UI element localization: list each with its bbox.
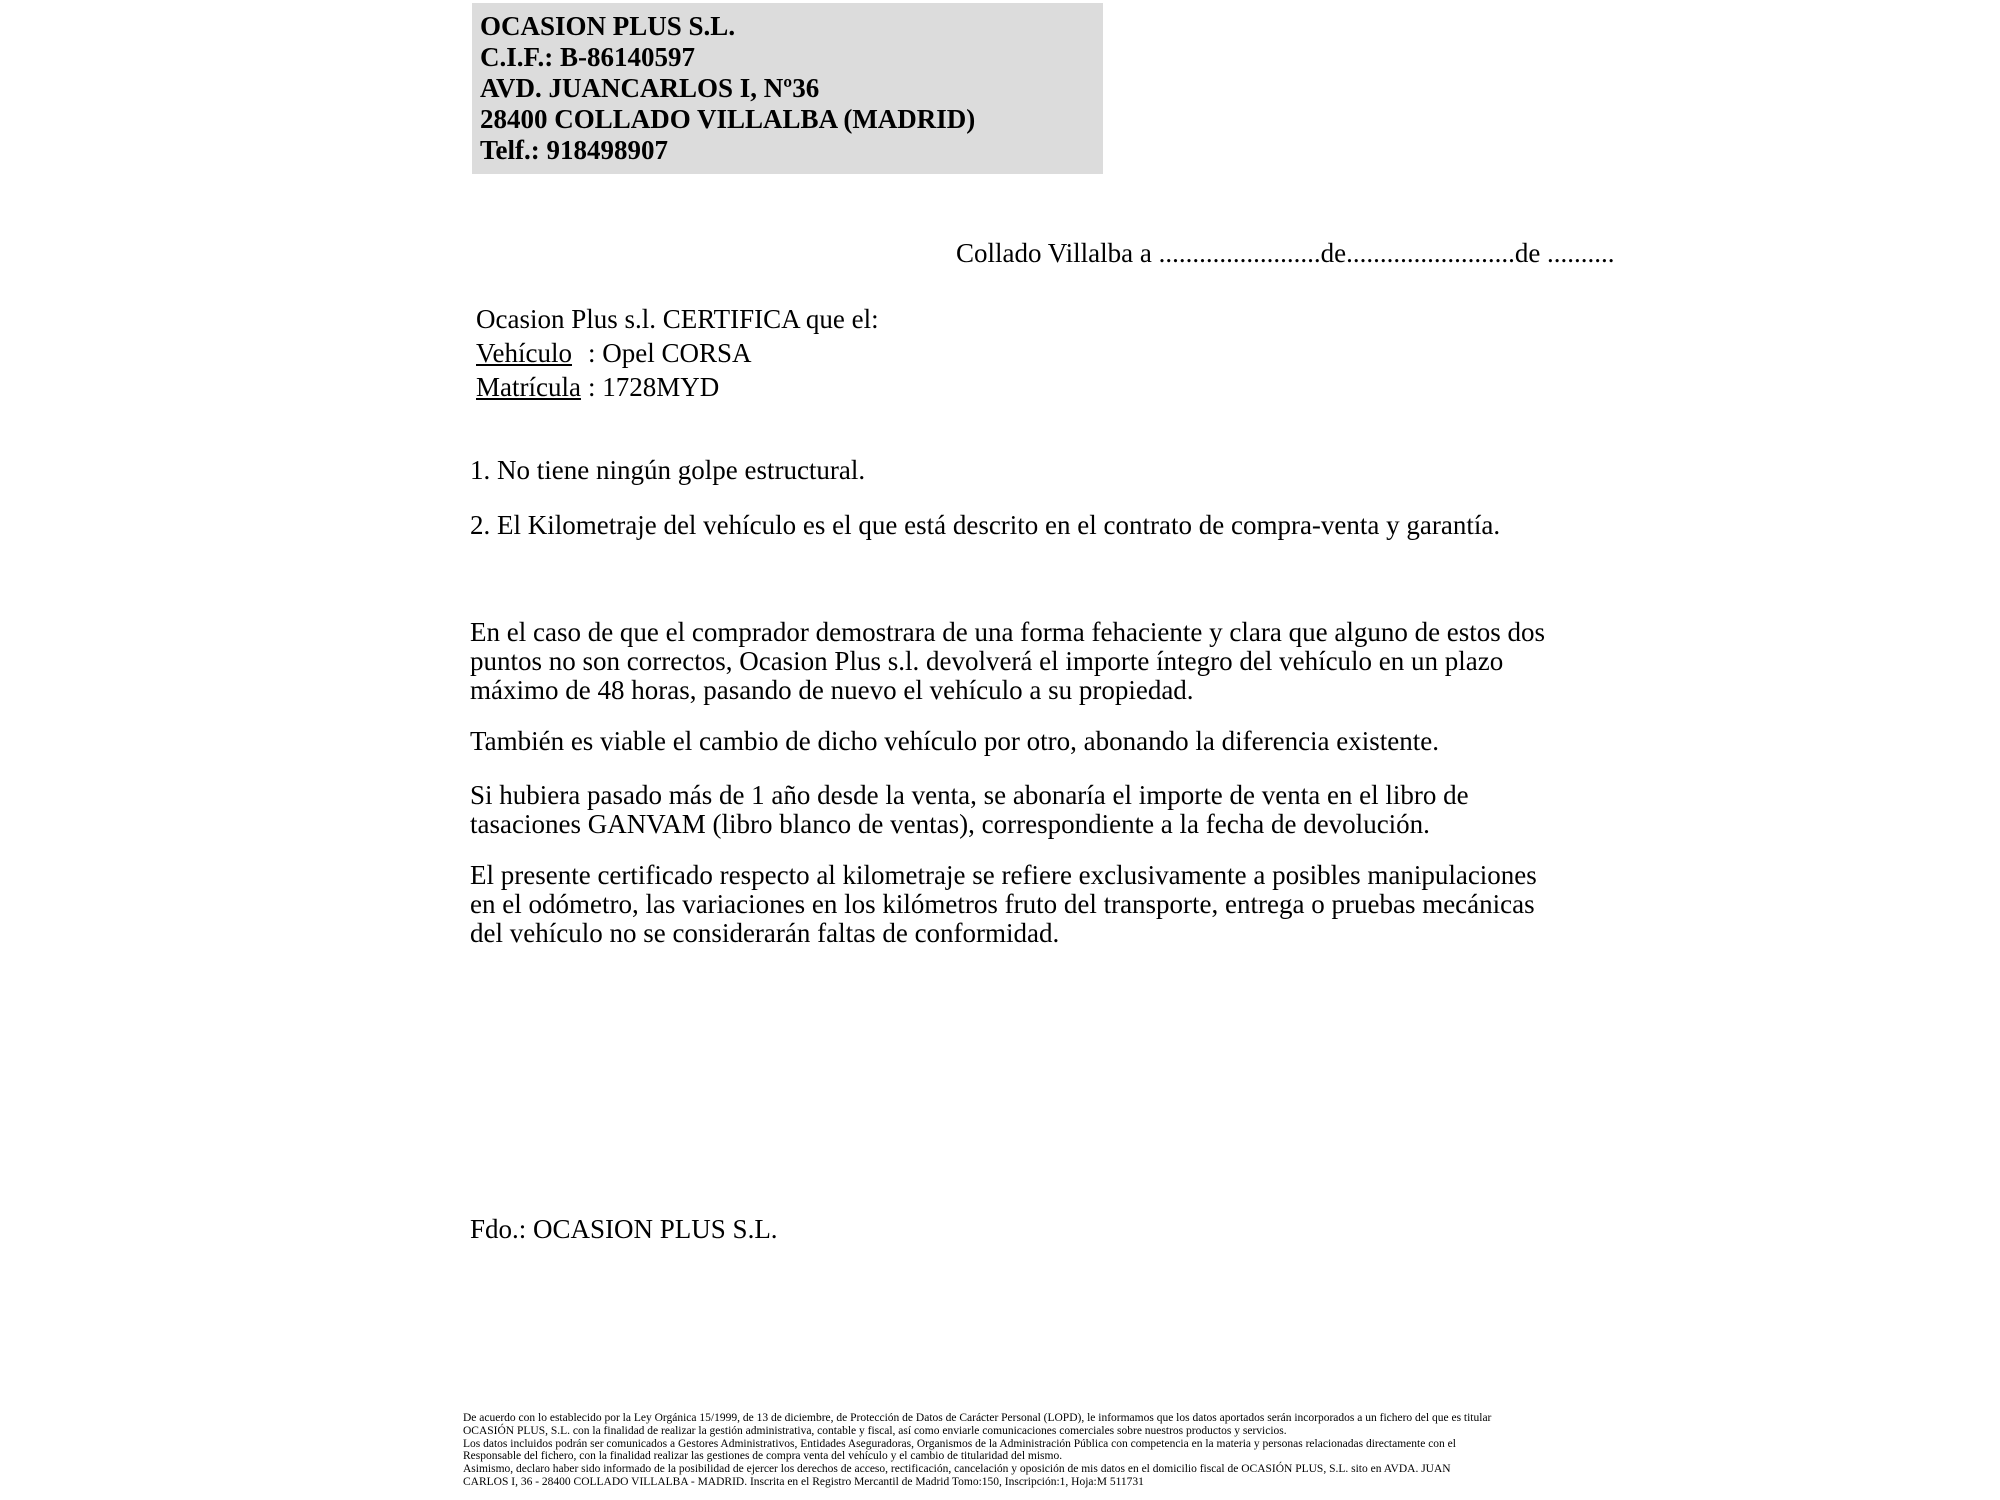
company-header-block — [472, 3, 1103, 174]
company-phone: Telf.: 918498907 — [480, 135, 668, 165]
certificate-intro: Ocasion Plus s.l. CERTIFICA que el: — [476, 304, 879, 334]
legal-line: De acuerdo con lo establecido por la Ley Orgánica 15/1999, de 13 de diciembre, de Protección de Datos de Carácter Personal (LOPD), le informamos que los datos aportados serán incorporados a un fichero del que es titular — [463, 1412, 1492, 1424]
vehicle-value: : Opel CORSA — [588, 338, 752, 368]
paragraph-ganvam: Si hubiera pasado más de 1 año desde la venta, se abonaría el importe de venta en el libro de tasaciones GANVAM (libro blanco de ventas), correspondiente a la fecha de devolución. — [470, 780, 1469, 839]
legal-notice — [463, 1412, 1573, 1489]
plate-field — [476, 370, 879, 404]
paragraph-exchange: También es viable el cambio de dicho vehículo por otro, abonando la diferencia existente. — [470, 726, 1440, 756]
legal-line: Responsable del fichero, con la finalidad realizar las gestiones de compra venta del vehículo y el cambio de titularidad del mismo. — [463, 1450, 1063, 1463]
vehicle-field — [476, 336, 879, 370]
legal-line: OCASIÓN PLUS, S.L. con la finalidad de realizar la gestión administrativa, contable y fiscal, así como enviarle comunicaciones comerciales sobre nuestros productos y servicios. — [463, 1424, 1287, 1437]
plate-label: Matrícula — [476, 372, 581, 402]
legal-line: Los datos incluidos podrán ser comunicados a Gestores Administrativos, Entidades Aseguradoras, Organismos de la Administración Pública con competencia en la materia y personas relacionadas directamente con el — [463, 1437, 1456, 1450]
legal-line: CARLOS I, 36 - 28400 COLLADO VILLALBA - MADRID. Inscrita en el Registro Mercantil de Madrid Tomo:150, Inscripción:1, Hoja:M 511731 — [463, 1475, 1144, 1488]
plate-value: : 1728MYD — [588, 372, 720, 402]
point-1: 1. No tiene ningún golpe estructural. — [470, 455, 866, 485]
vehicle-label: Vehículo — [476, 338, 572, 368]
company-city: 28400 COLLADO VILLALBA (MADRID) — [480, 104, 976, 134]
signature-line: Fdo.: OCASION PLUS S.L. — [470, 1214, 778, 1244]
certificate-block — [476, 302, 879, 404]
point-2: 2. El Kilometraje del vehículo es el que está descrito en el contrato de compra-venta y garantía. — [470, 510, 1501, 540]
date-line: Collado Villalba a ........................de.........................de .......... — [956, 238, 1615, 268]
paragraph-refund: En el caso de que el comprador demostrara de una forma fehaciente y clara que alguno de estos dos puntos no son correctos, Ocasion Plus s.l. devolverá el importe íntegro del vehículo en un plazo máximo de 48 horas, pasando de nuevo el vehículo a su propiedad. — [470, 617, 1546, 705]
company-address: AVD. JUANCARLOS I, Nº36 — [480, 73, 820, 103]
paragraph-odometer: El presente certificado respecto al kilometraje se refiere exclusivamente a posibles manipulaciones en el odómetro, las variaciones en los kilómetros fruto del transporte, entrega o pruebas mecánicas del vehículo no se considerarán faltas de conformidad. — [470, 860, 1537, 948]
company-cif: C.I.F.: B-86140597 — [480, 42, 696, 72]
company-name: OCASION PLUS S.L. — [480, 11, 736, 41]
legal-line: Asimismo, declaro haber sido informado de la posibilidad de ejercer los derechos de acceso, rectificación, cancelación y oposición de mis datos en el domicilio fiscal de OCASIÓN PLUS, S.L. sito en AVDA. JUAN — [463, 1463, 1451, 1476]
